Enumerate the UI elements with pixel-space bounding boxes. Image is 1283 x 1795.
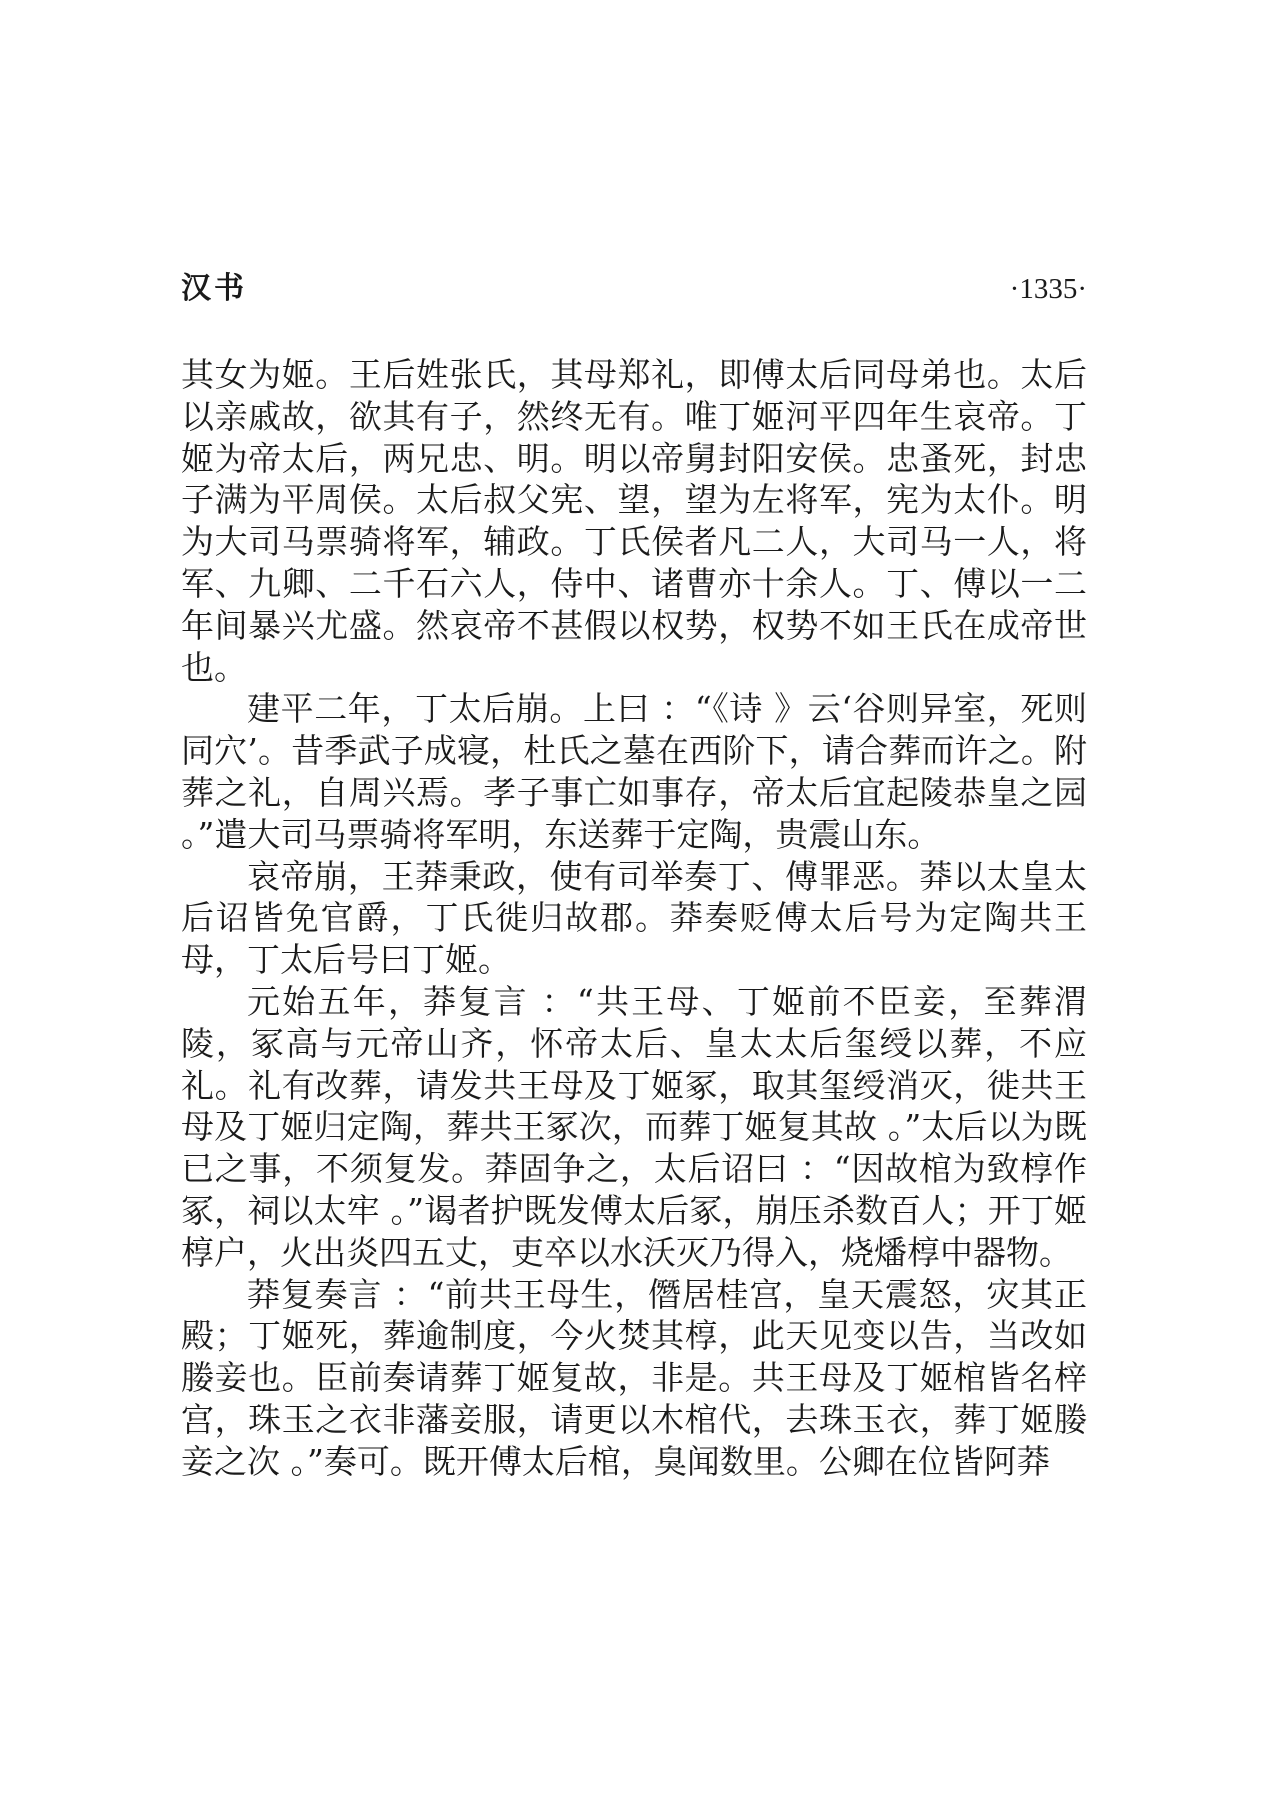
paragraph: 莽复奏言 ：“前共王母生，僭居桂宫，皇天震怒，灾其正殿；丁姬死，葬逾制度，今火焚其椁，此天见变以告，当改如媵妾也。臣前奏请葬丁姬复故，非是。共王母及丁姬棺皆名梓宫，珠玉之衣非藩妾服，请更以木棺代，去珠玉衣，葬丁姬媵妾之次 。”奏可。既开傅太后棺，臭闻数里。公卿在位皆阿莽: [181, 1274, 1087, 1481]
running-header: [181, 266, 1087, 312]
paragraph: 其女为姬。王后姓张氏，其母郑礼，即傅太后同母弟也。太后以亲戚故，欲其有子，然终无有。唯丁姬河平四年生哀帝。丁姬为帝太后，两兄忠、明。明以帝舅封阳安侯。忠蚤死，封忠子满为平周侯。太后叔父宪、望，望为左将军，宪为太仆。明为大司马票骑将军，辅政。丁氏侯者凡二人，大司马一人，将军、九卿、二千石六人，侍中、诸曹亦十余人。丁、傅以一二年间暴兴尤盛。然哀帝不甚假以权势，权势不如王氏在成帝世也。: [181, 355, 1087, 687]
body-text: [181, 354, 1087, 1483]
page-number: ·1335·: [1009, 273, 1087, 305]
paragraph: 元始五年，莽复言 ：“共王母、丁姬前不臣妾，至葬渭陵，冢高与元帝山齐，怀帝太后、皇太太后玺绶以葬，不应礼。礼有改葬，请发共王母及丁姬冢，取其玺绶消灭，徙共王母及丁姬归定陶，葬共王冢次，而葬丁姬复其故 。”太后以为既已之事，不须复发。莽固争之，太后诏曰 ：“因故棺为致椁作冢，祠以太牢 。”谒者护既发傅太后冢，崩压杀数百人；开丁姬椁户，火出炎四五丈，吏卒以水沃灭乃得入，烧燔椁中器物。: [181, 981, 1087, 1272]
paragraph: 建平二年，丁太后崩。上曰 ：“《诗 》云‘谷则异室，死则同穴’。昔季武子成寝，杜氏之墓在西阶下，请合葬而许之。附葬之礼，自周兴焉。孝子事亡如事存，帝太后宜起陵恭皇之园 。”遣大司马票骑将军明，东送葬于定陶，贵震山东。: [181, 689, 1087, 854]
paragraph: 哀帝崩，王莽秉政，使有司举奏丁、傅罪恶。莽以太皇太后诏皆免官爵，丁氏徙归故郡。莽奏贬傅太后号为定陶共王母，丁太后号曰丁姬。: [181, 856, 1087, 980]
book-title: 汉书: [181, 271, 247, 306]
